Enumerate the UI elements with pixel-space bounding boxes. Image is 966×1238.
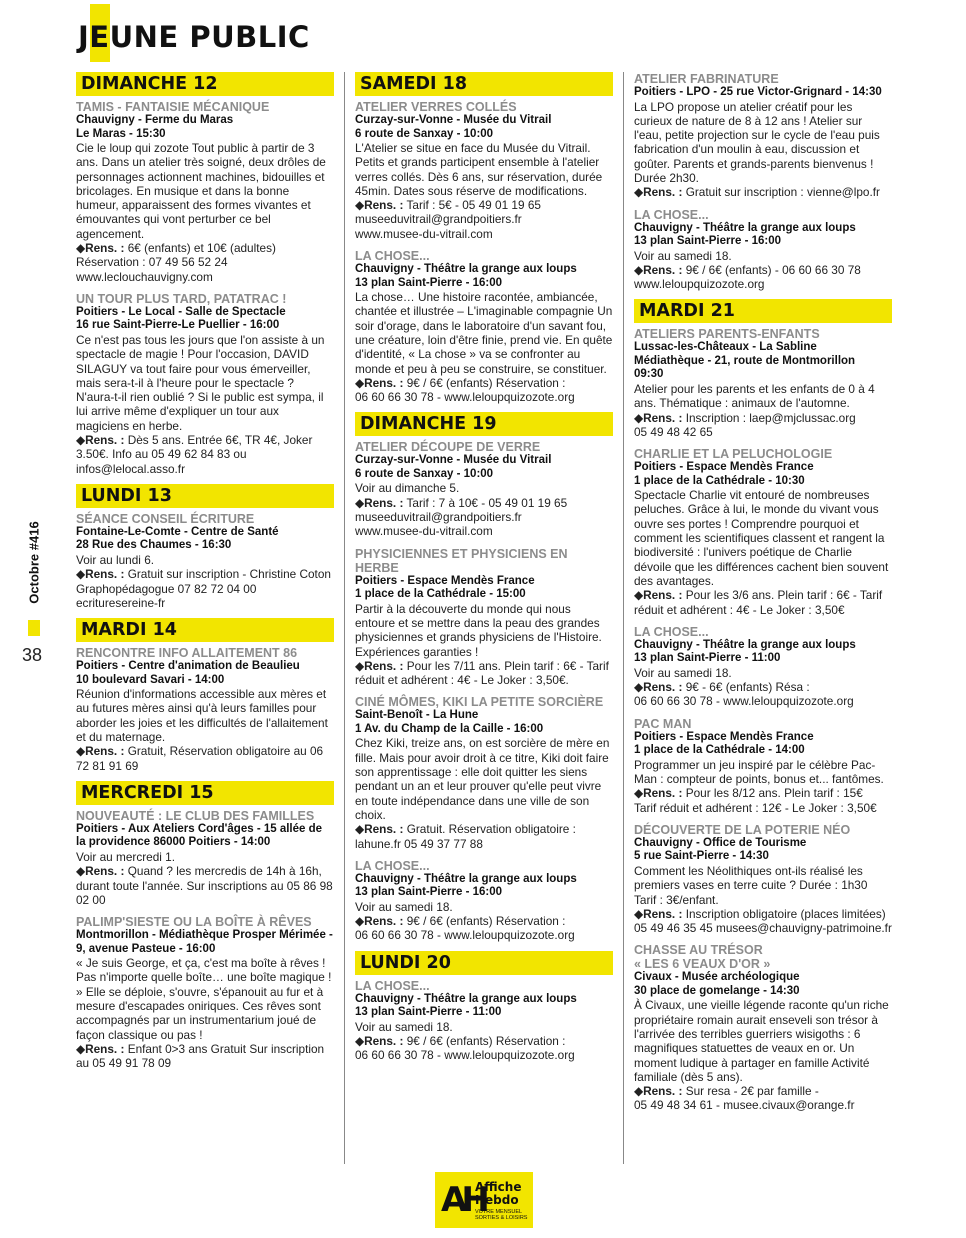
info-text: 9€ - 6€ (enfants) Résa : 06 60 66 30 78 - www.leloupquizozote.org — [634, 680, 854, 709]
event-info: ◆Rens. : Quand ? les mercredis de 14h à 16h, durant toute l'année. Sur inscriptions au 05 86 98 02 00 — [76, 864, 333, 907]
event-info: ◆Rens. : Dès 5 ans. Entrée 6€, TR 4€, Joker 3.50€. Info au 05 49 62 84 83 ou infos@lelocal.asso.fr — [76, 433, 313, 476]
page-title: JEUNE PUBLIC — [78, 20, 310, 54]
event-listing — [634, 208, 892, 292]
event-venue: Chauvigny - Théâtre la grange aux loups 13 plan Saint-Pierre - 11:00 — [355, 992, 577, 1019]
column-divider — [344, 72, 345, 1164]
event-description: Voir au samedi 18. — [355, 899, 453, 914]
event-listing — [634, 72, 892, 200]
folio-accent-block — [28, 620, 40, 636]
day-heading: SAMEDI 18 — [355, 72, 613, 96]
event-listing — [634, 943, 892, 1112]
info-text: Tarif : 7 à 10€ - 05 49 01 19 65 museeduvitrail@grandpoitiers.fr www.musee-du-vitrail.com — [355, 495, 568, 539]
info-text: 9€ / 6€ (enfants) Réservation : 06 60 66 30 78 - www.leloupquizozote.org — [355, 375, 575, 405]
event-description: Spectacle Charlie vit entouré de nombreuses peluches. Grâce à lui, le monde du vivant vous ouvre ses portes ! Comprendre pourquoi et comment les scientifiques classent et rangent la biodiversité : l'univers poétique de Charlie dévoile que les différences cachent bien souvent des avantages. — [634, 488, 889, 588]
info-label: Rens. : — [85, 864, 125, 879]
event-venue: Chauvigny - Théâtre la grange aux loups 13 plan Saint-Pierre - 16:00 — [355, 263, 577, 289]
event-title: PAC MAN — [634, 716, 692, 731]
event-listing — [634, 625, 892, 709]
event-description: Voir au dimanche 5. — [355, 481, 460, 496]
event-description: Voir au samedi 18. — [634, 248, 732, 263]
info-label: Rens. : — [364, 375, 404, 390]
info-text: 9€ / 6€ (enfants) Réservation : 06 60 66 30 78 - www.leloupquizozote.org — [355, 1033, 575, 1063]
event-listing — [355, 979, 613, 1063]
info-label: Rens. : — [85, 433, 125, 448]
info-text: Gratuit sur inscription : vienne@lpo.fr — [685, 185, 880, 200]
event-description: À Civaux, une vieille légende raconte qu'un riche propriétaire romain aurait enseveli son trésor à l'arrivée des terribles guerriers wisigoths : 6 magnifiques statuettes de veaux en or. Un moment ludique à partager en famille Activité familiale (dès 5 ans). — [634, 998, 889, 1084]
event-listing — [355, 100, 613, 241]
event-listing — [634, 823, 892, 935]
info-text: Tarif : 5€ - 05 49 01 19 65 museeduvitrail@grandpoitiers.fr www.musee-du-vitrail.com — [355, 198, 541, 241]
event-venue: Poitiers - Espace Mendès France 1 place de la Cathédrale - 15:00 — [355, 574, 535, 601]
info-label: Rens. : — [364, 914, 404, 929]
event-venue: Poitiers - Centre d'animation de Beaulieu 10 boulevard Savari - 14:00 — [76, 660, 300, 686]
page-number: 38 — [22, 645, 43, 665]
event-venue: Chauvigny - Théâtre la grange aux loups 13 plan Saint-Pierre - 16:00 — [634, 221, 856, 248]
info-label: Rens. : — [643, 262, 683, 277]
info-text: 9€ / 6€ (enfants) Réservation : 06 60 66 30 78 - www.leloupquizozote.org — [355, 914, 575, 943]
event-venue: Fontaine-Le-Comte - Centre de Santé 28 Rue des Chaumes - 16:30 — [76, 525, 279, 552]
event-listing — [76, 915, 334, 1070]
event-listing — [355, 859, 613, 943]
event-title: CHASSE AU TRÉSOR « LES 6 VEAUX D'OR » — [634, 943, 771, 972]
event-info: ◆Rens. : 9€ / 6€ (enfants) Réservation : 06 60 66 30 78 - www.leloupquizozote.org — [355, 375, 575, 405]
event-info: ◆Rens. : 9€ / 6€ (enfants) Réservation : 06 60 66 30 78 - www.leloupquizozote.org — [355, 1033, 575, 1063]
event-venue: Poitiers - Espace Mendès France 1 place de la Cathédrale - 14:00 — [634, 730, 814, 757]
info-text: Inscription obligatoire (places limitées) 05 49 46 35 45 musees@chauvigny-patrimoine.fr — [634, 906, 892, 936]
info-label: Rens. : — [643, 1084, 683, 1099]
event-description: Ce n'est pas tous les jours que l'on assiste à un spectacle de magie ! Pour l'occasion, DAVID SILAGUY va tout faire pour vous émerveiller, mais sera-t-il à l'heure pour le spectacle ? N'aura-t-il rien oublié ? Si le public est sympa, il lui arrive même d'expliquer un tour aux magiciens en herbe. — [76, 332, 325, 433]
event-listing — [76, 809, 334, 907]
event-listing — [634, 327, 892, 439]
event-venue: Chauvigny - Ferme du Maras Le Maras - 15:30 — [76, 114, 234, 140]
info-label: Rens. : — [364, 198, 404, 213]
day-heading: MERCREDI 15 — [76, 781, 334, 805]
event-description: Comment les Néolithiques ont-ils réalisé les premiers vases en terre cuite ? Durée : 1h30 Tarif : 3€/enfant. — [634, 863, 868, 907]
column-3 — [634, 72, 892, 1121]
event-listing — [355, 547, 613, 688]
event-info: ◆Rens. : 9€ - 6€ (enfants) Résa : 06 60 66 30 78 - www.leloupquizozote.org — [634, 680, 854, 709]
logo-word-1: Affiche — [475, 1180, 522, 1194]
event-description: Voir au mercredi 1. — [76, 849, 176, 864]
info-label: Rens. : — [85, 567, 125, 582]
event-title: PALIMP'SIESTE OU LA BOÎTE À RÊVES — [76, 915, 312, 930]
event-venue: Curzay-sur-Vonne - Musée du Vitrail 6 route de Sanxay - 10:00 — [355, 454, 552, 480]
event-title: DÉCOUVERTE DE LA POTERIE NÉO — [634, 822, 851, 837]
info-label: Rens. : — [643, 906, 683, 921]
event-listing — [76, 292, 334, 476]
event-description: Voir au samedi 18. — [634, 665, 732, 680]
event-venue: Poitiers - LPO - 25 rue Victor-Grignard - 14:30 — [634, 86, 882, 98]
event-title: LA CHOSE... — [634, 207, 709, 222]
event-title: RENCONTRE INFO ALLAITEMENT 86 — [76, 646, 298, 661]
event-listing — [634, 447, 892, 617]
info-label: Rens. : — [85, 1041, 125, 1056]
day-heading: DIMANCHE 19 — [355, 412, 613, 436]
event-info: ◆Rens. : Gratuit, Réservation obligatoire au 06 72 81 91 69 — [76, 744, 324, 773]
event-listing — [355, 440, 613, 538]
affiche-hebdo-logo — [435, 1172, 533, 1228]
event-description: Cie le loup qui zozote Tout public à partir de 3 ans. Dans un atelier très soigné, deux drôles de personnages actionnent machines, bidouilles et bricolages. En musique et dans la bonne humeur, apparaissent des formes vivantes et émouvantes qui vont perturber ce bel agencement. — [76, 141, 326, 241]
event-info: ◆Rens. : 9€ / 6€ (enfants) - 06 60 66 30 78 www.leloupquizozote.org — [634, 262, 861, 292]
info-text: Pour les 8/12 ans. Plein tarif : 15€ Tarif réduit et adhérent : 12€ - Le Joker : 3,50€ — [634, 786, 877, 815]
event-listing — [76, 646, 334, 773]
column-divider — [623, 72, 624, 1164]
event-description: Voir au lundi 6. — [76, 552, 155, 567]
info-text: Gratuit sur inscription - Christine Coton Graphopédagogue 07 82 72 04 00 ecrituresereine-fr — [76, 567, 331, 610]
day-heading: MARDI 14 — [76, 618, 334, 642]
event-venue: Chauvigny - Théâtre la grange aux loups 13 plan Saint-Pierre - 16:00 — [355, 872, 577, 899]
day-heading: LUNDI 20 — [355, 951, 613, 975]
day-heading: DIMANCHE 12 — [76, 72, 334, 96]
event-venue: Civaux - Musée archéologique 30 place de gomelange - 14:30 — [634, 971, 800, 997]
info-label: Rens. : — [85, 744, 125, 759]
info-label: Rens. : — [643, 786, 683, 801]
event-info: ◆Rens. : Pour les 7/11 ans. Plein tarif : 6€ - Tarif réduit et adhérent : 4€ - Le Joker : 3,50€. — [355, 658, 609, 688]
event-title: ATELIER DÉCOUPE DE VERRE — [355, 440, 541, 455]
info-label: Rens. : — [364, 658, 404, 673]
column-1 — [76, 72, 334, 1078]
info-text: 9€ / 6€ (enfants) - 06 60 66 30 78 www.leloupquizozote.org — [634, 262, 861, 292]
event-listing — [76, 512, 334, 610]
event-title: ATELIER FABRINATURE — [634, 72, 779, 86]
event-description: « Je suis George, et ça, c'est ma boîte à rêves ! Pas n'importe quelle boîte… une boîte magique ! » Elle se déploie, s'ouvre, s'épanouit au fur et à mesure d'escapades oniriques. Ces rêves sont accompagnés par un instrumentarium joué de façon classique ou pas ! — [76, 956, 332, 1042]
info-text: Pour les 3/6 ans. Plein tarif : 6€ - Tarif réduit et adhérent : 4€ - Le Joker : 3,50€ — [634, 588, 883, 617]
event-title: LA CHOSE... — [355, 858, 430, 873]
event-description: Partir à la découverte du monde qui nous entoure et se mettre dans la peau des grandes physiciennes et grands physiciens de l'Histoire. Expériences garanties ! — [355, 601, 602, 659]
event-info: ◆Rens. : Tarif : 7 à 10€ - 05 49 01 19 65 museeduvitrail@grandpoitiers.fr www.musee-du-vitrail.com — [355, 495, 568, 539]
event-venue: Poitiers - Le Local - Salle de Spectacle 16 rue Saint-Pierre-Le Puellier - 16:00 — [76, 305, 286, 332]
event-description: La LPO propose un atelier créatif pour les curieux de nature de 8 à 12 ans ! Atelier sur l'eau, petite projection sur le cycle de l'eau puis fabrication d'un moulin à eau, discussion et goûter. Parents et grands-parents bienvenus ! Durée 2h30. — [634, 99, 880, 185]
event-description: Chez Kiki, treize ans, on est sorcière de mère en fille. Mais pour avoir droit à ce titre, Kiki doit faire son apprentissage : elle doit quitter les siens pendant un an et leur prouver qu'elle peut vivre en toute indépendance dans une ville de son choix. — [355, 736, 610, 822]
event-title: CINÉ MÔMES, KIKI LA PETITE SORCIÈRE — [355, 695, 604, 710]
event-description: Réunion d'informations accessible aux mères et au futures mères ainsi qu'à leurs familles pour aborder les joies et les difficultés de l'allaitement et du maternage. — [76, 687, 328, 745]
event-venue: Saint-Benoît - La Hune 1 Av. du Champ de la Caille - 16:00 — [355, 709, 544, 735]
event-description: Atelier pour les parents et les enfants de 0 à 4 ans. Thématique : animaux de l'automne. — [634, 381, 875, 411]
event-info: ◆Rens. : 9€ / 6€ (enfants) Réservation : 06 60 66 30 78 - www.leloupquizozote.org — [355, 914, 575, 943]
info-label: Rens. : — [643, 680, 683, 695]
event-info: ◆Rens. : Pour les 8/12 ans. Plein tarif : 15€ Tarif réduit et adhérent : 12€ - Le Joker : 3,50€ — [634, 786, 877, 815]
info-label: Rens. : — [85, 241, 125, 256]
info-text: Dès 5 ans. Entrée 6€, TR 4€, Joker 3.50€. Info au 05 49 62 84 83 ou infos@lelocal.asso.fr — [76, 433, 313, 476]
event-title: ATELIER VERRES COLLÉS — [355, 100, 517, 114]
event-info: ◆Rens. : Inscription : laep@mjclussac.org 05 49 48 42 65 — [634, 410, 856, 439]
event-description: La chose… Une histoire racontée, ambiancée, chantée et illustrée – L'imaginable compagnie Un soir d'orage, dans le laboratoire d'un savant fou, une créature, loin d'être finie, prend vie. En quête d'identité, « La chose » va se confronter au monde et peu à peu se construire, se constituer. — [355, 290, 613, 376]
event-title: PHYSICIENNES ET PHYSICIENS EN HERBE — [355, 546, 568, 575]
logo-tagline: VOTRE MENSUEL SORTIES & LOISIRS — [475, 1209, 528, 1221]
info-text: Gratuit. Réservation obligatoire : lahune.fr 05 49 37 77 88 — [355, 822, 576, 851]
info-text: Sur resa - 2€ par famille - 05 49 48 34 61 - musee.civaux@orange.fr — [634, 1084, 855, 1113]
event-description: Voir au samedi 18. — [355, 1019, 453, 1034]
info-label: Rens. : — [643, 588, 683, 603]
event-venue: Poitiers - Espace Mendès France 1 place de la Cathédrale - 10:30 — [634, 461, 814, 487]
info-text: 6€ (enfants) et 10€ (adultes) Réservation : 07 49 56 52 24 www.leclouchauvigny.com — [76, 241, 276, 284]
event-info: ◆Rens. : 6€ (enfants) et 10€ (adultes) Réservation : 07 49 56 52 24 www.leclouchauvigny.com — [76, 241, 276, 284]
info-label: Rens. : — [364, 1033, 404, 1048]
info-text: Pour les 7/11 ans. Plein tarif : 6€ - Tarif réduit et adhérent : 4€ - Le Joker : 3,50€. — [355, 658, 609, 688]
event-title: ATELIERS PARENTS-ENFANTS — [634, 327, 820, 342]
event-title: LA CHOSE... — [355, 978, 430, 993]
event-venue: Montmorillon - Médiathèque Prosper Mérimée - 9, avenue Pasteue - 16:00 — [76, 929, 333, 955]
info-text: Gratuit, Réservation obligatoire au 06 72 81 91 69 — [76, 744, 324, 773]
event-description: L'Atelier se situe en face du Musée du Vitrail. Petits et grands participent ensemble à l'atelier verres collés. Dès 6 ans, sur réservation, durée 45min. Dates sous réserve de modifications. — [355, 141, 603, 198]
event-title: CHARLIE ET LA PELUCHOLOGIE — [634, 447, 833, 462]
column-2 — [355, 72, 613, 1071]
day-heading: LUNDI 13 — [76, 484, 334, 508]
info-text: Enfant 0>3 ans Gratuit Sur inscription au 05 49 91 78 09 — [76, 1041, 325, 1071]
event-title: TAMIS - FANTAISIE MÉCANIQUE — [76, 100, 270, 114]
logo-mark: AH — [441, 1180, 484, 1220]
event-info: ◆Rens. : Gratuit sur inscription - Christine Coton Graphopédagogue 07 82 72 04 00 ecrituresereine-fr — [76, 567, 331, 610]
info-label: Rens. : — [643, 185, 683, 200]
event-venue: Curzay-sur-Vonne - Musée du Vitrail 6 route de Sanxay - 10:00 — [355, 114, 552, 140]
event-listing — [76, 100, 334, 284]
event-listing — [355, 249, 613, 404]
event-info: ◆Rens. : Sur resa - 2€ par famille - 05 49 48 34 61 - musee.civaux@orange.fr — [634, 1084, 855, 1113]
page-folio — [18, 520, 48, 670]
event-description: Programmer un jeu inspiré par le célèbre Pac-Man : compteur de points, bonus et... fantômes. — [634, 757, 884, 787]
info-label: Rens. : — [364, 495, 404, 510]
event-title: NOUVEAUTÉ : LE CLUB DES FAMILLES — [76, 808, 315, 823]
event-listing — [355, 695, 613, 850]
event-info: ◆Rens. : Gratuit sur inscription : vienne@lpo.fr — [634, 185, 880, 200]
event-info: ◆Rens. : Tarif : 5€ - 05 49 01 19 65 museeduvitrail@grandpoitiers.fr www.musee-du-vitrail.com — [355, 198, 541, 241]
issue-label: Octobre #416 — [26, 521, 42, 604]
logo-word-2: Hebdo — [475, 1193, 519, 1207]
event-info: ◆Rens. : Inscription obligatoire (places limitées) 05 49 46 35 45 musees@chauvigny-patrimoine.fr — [634, 906, 892, 936]
info-label: Rens. : — [364, 822, 404, 837]
event-title: SÉANCE CONSEIL ÉCRITURE — [76, 511, 255, 526]
info-text: Inscription : laep@mjclussac.org 05 49 48 42 65 — [634, 410, 856, 439]
info-text: Quand ? les mercredis de 14h à 16h, durant toute l'année. Sur inscriptions au 05 86 98 02 00 — [76, 864, 333, 907]
event-info: ◆Rens. : Enfant 0>3 ans Gratuit Sur inscription au 05 49 91 78 09 — [76, 1041, 325, 1071]
event-listing — [634, 717, 892, 815]
event-venue: Chauvigny - Office de Tourisme 5 rue Saint-Pierre - 14:30 — [634, 836, 807, 863]
day-heading: MARDI 21 — [634, 299, 892, 323]
event-title: LA CHOSE... — [355, 249, 430, 264]
event-title: LA CHOSE... — [634, 624, 709, 639]
event-info: ◆Rens. : Pour les 3/6 ans. Plein tarif : 6€ - Tarif réduit et adhérent : 4€ - Le Joker : 3,50€ — [634, 588, 883, 617]
event-info: ◆Rens. : Gratuit. Réservation obligatoire : lahune.fr 05 49 37 77 88 — [355, 822, 576, 851]
info-label: Rens. : — [643, 410, 683, 425]
event-venue: Lussac-les-Châteaux - La Sabline Médiathèque - 21, route de Montmorillon 09:30 — [634, 341, 856, 381]
event-title: UN TOUR PLUS TARD, PATATRAC ! — [76, 291, 287, 306]
event-venue: Poitiers - Aux Ateliers Cord'âges - 15 allée de la providence 86000 Poitiers - 14:00 — [76, 822, 323, 849]
event-venue: Chauvigny - Théâtre la grange aux loups 13 plan Saint-Pierre - 11:00 — [634, 638, 856, 665]
